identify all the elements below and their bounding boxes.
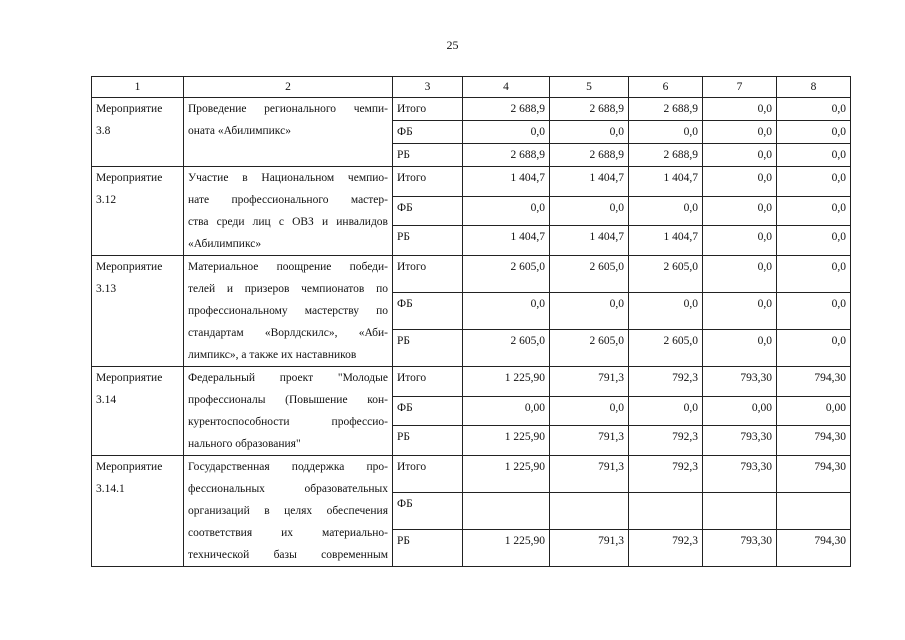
header-row (92, 77, 851, 98)
description-line: ства среди лиц с ОВЗ и инвалидов (188, 216, 388, 228)
value-cell: 0,0 (550, 121, 629, 144)
value-cell: 0,0 (703, 167, 777, 197)
value-cell: 1 404,7 (629, 226, 703, 256)
value-cell: 791,3 (550, 530, 629, 567)
value-cell: 791,3 (550, 456, 629, 493)
event-id-cell (92, 456, 184, 567)
event-id-cell (92, 98, 184, 167)
value-cell: 0,0 (777, 256, 851, 293)
funding-source-cell: ФБ (393, 121, 463, 144)
column-header: 6 (629, 77, 703, 98)
event-description-cell (184, 456, 393, 567)
value-cell: 0,0 (777, 167, 851, 197)
value-cell: 1 225,90 (463, 367, 550, 397)
table-row (92, 167, 851, 197)
value-cell: 0,0 (703, 256, 777, 293)
value-cell: 1 404,7 (463, 226, 550, 256)
value-cell: 0,0 (777, 330, 851, 367)
event-description-cell (184, 367, 393, 456)
value-cell: 0,0 (777, 226, 851, 256)
value-cell (629, 493, 703, 530)
event-id-line: Мероприятие (96, 261, 163, 273)
value-cell: 794,30 (777, 456, 851, 493)
funding-source-cell: Итого (393, 367, 463, 397)
description-line: профессионалы (Повышение кон- (188, 394, 388, 406)
description-line: профессиональному мастерству по (188, 305, 388, 317)
value-cell: 792,3 (629, 426, 703, 456)
value-cell: 0,0 (463, 293, 550, 330)
funding-source-cell: Итого (393, 167, 463, 197)
value-cell: 2 688,9 (550, 144, 629, 167)
value-cell: 792,3 (629, 456, 703, 493)
value-cell: 0,0 (463, 196, 550, 226)
funding-source-cell: РБ (393, 144, 463, 167)
value-cell: 794,30 (777, 367, 851, 397)
description-line: оната «Абилимпикс» (188, 125, 291, 137)
value-cell: 792,3 (629, 367, 703, 397)
value-cell: 0,0 (463, 121, 550, 144)
event-id-cell (92, 256, 184, 367)
value-cell: 0,00 (703, 396, 777, 426)
table-row (92, 98, 851, 121)
column-header: 2 (184, 77, 393, 98)
value-cell: 793,30 (703, 367, 777, 397)
value-cell: 791,3 (550, 367, 629, 397)
column-header: 3 (393, 77, 463, 98)
column-header: 8 (777, 77, 851, 98)
value-cell: 2 688,9 (463, 144, 550, 167)
description-line: лимпикс», а также их наставников (188, 349, 357, 361)
event-id-line: Мероприятие (96, 461, 163, 473)
value-cell: 0,0 (777, 121, 851, 144)
value-cell: 0,0 (703, 196, 777, 226)
description-line: курентоспособности профессио- (188, 416, 388, 428)
value-cell: 1 404,7 (629, 167, 703, 197)
event-id-line: Мероприятие (96, 103, 163, 115)
event-id-line: 3.8 (96, 125, 111, 137)
column-header: 4 (463, 77, 550, 98)
description-line: стандартам «Ворлдскилс», «Аби- (188, 327, 388, 339)
description-line: соответствия их материально- (188, 527, 388, 539)
value-cell: 792,3 (629, 530, 703, 567)
description-line: нате профессионального мастер- (188, 194, 388, 206)
funding-source-cell: Итого (393, 98, 463, 121)
value-cell: 0,0 (550, 396, 629, 426)
event-description-cell (184, 167, 393, 256)
funding-source-cell: РБ (393, 226, 463, 256)
funding-source-cell: ФБ (393, 293, 463, 330)
page-number: 25 (446, 38, 459, 52)
value-cell: 2 688,9 (629, 144, 703, 167)
event-id-cell (92, 167, 184, 256)
value-cell: 0,0 (777, 196, 851, 226)
value-cell: 0,0 (703, 293, 777, 330)
value-cell: 791,3 (550, 426, 629, 456)
value-cell: 1 225,90 (463, 426, 550, 456)
funding-source-cell: ФБ (393, 493, 463, 530)
value-cell: 0,0 (703, 98, 777, 121)
value-cell: 1 404,7 (463, 167, 550, 197)
value-cell: 0,0 (550, 196, 629, 226)
value-cell: 2 605,0 (463, 330, 550, 367)
description-line: технической базы современным (188, 549, 388, 561)
value-cell: 0,0 (777, 144, 851, 167)
description-line: нального образования" (188, 438, 301, 450)
description-line: Участие в Национальном чемпио- (188, 172, 388, 184)
column-header: 1 (92, 77, 184, 98)
value-cell: 1 225,90 (463, 530, 550, 567)
description-line: телей и призеров чемпионатов по (188, 283, 388, 295)
value-cell: 2 688,9 (550, 98, 629, 121)
value-cell: 2 605,0 (550, 256, 629, 293)
value-cell: 1 225,90 (463, 456, 550, 493)
value-cell (703, 493, 777, 530)
event-id-line: 3.13 (96, 283, 117, 295)
description-line: Материальное поощрение победи- (188, 261, 388, 273)
funding-source-cell: РБ (393, 330, 463, 367)
value-cell: 793,30 (703, 456, 777, 493)
value-cell: 793,30 (703, 426, 777, 456)
value-cell: 794,30 (777, 530, 851, 567)
column-header: 5 (550, 77, 629, 98)
event-description-cell (184, 256, 393, 367)
value-cell: 2 605,0 (550, 330, 629, 367)
description-line: «Абилимпикс» (188, 238, 262, 250)
value-cell: 794,30 (777, 426, 851, 456)
description-line: организаций в целях обеспечения (188, 505, 388, 517)
value-cell: 0,00 (777, 396, 851, 426)
value-cell: 0,0 (703, 330, 777, 367)
description-line: Федеральный проект "Молодые (188, 372, 388, 384)
event-id-line: 3.14.1 (96, 483, 125, 495)
table-row (92, 256, 851, 293)
table-row (92, 456, 851, 493)
funding-source-cell: РБ (393, 426, 463, 456)
value-cell: 2 688,9 (629, 98, 703, 121)
value-cell: 2 605,0 (629, 330, 703, 367)
event-id-cell (92, 367, 184, 456)
value-cell: 0,00 (463, 396, 550, 426)
description-line: фессиональных образовательных (188, 483, 388, 495)
funding-source-cell: ФБ (393, 396, 463, 426)
funding-source-cell: ФБ (393, 196, 463, 226)
funding-source-cell: Итого (393, 256, 463, 293)
description-line: Государственная поддержка про- (188, 461, 388, 473)
value-cell: 0,0 (629, 293, 703, 330)
funding-table (91, 76, 851, 567)
value-cell: 2 605,0 (463, 256, 550, 293)
value-cell: 0,0 (629, 121, 703, 144)
value-cell: 0,0 (550, 293, 629, 330)
event-id-line: Мероприятие (96, 172, 163, 184)
table-row (92, 367, 851, 397)
value-cell (777, 493, 851, 530)
value-cell: 0,0 (703, 144, 777, 167)
description-line: Проведение регионального чемпи- (188, 103, 388, 115)
value-cell (463, 493, 550, 530)
value-cell: 0,0 (777, 98, 851, 121)
value-cell: 2 688,9 (463, 98, 550, 121)
value-cell: 793,30 (703, 530, 777, 567)
value-cell: 0,0 (629, 196, 703, 226)
value-cell (550, 493, 629, 530)
event-description-cell (184, 98, 393, 167)
value-cell: 2 605,0 (629, 256, 703, 293)
event-id-line: Мероприятие (96, 372, 163, 384)
funding-source-cell: РБ (393, 530, 463, 567)
funding-source-cell: Итого (393, 456, 463, 493)
column-header: 7 (703, 77, 777, 98)
value-cell: 0,0 (777, 293, 851, 330)
value-cell: 0,0 (703, 121, 777, 144)
value-cell: 0,0 (703, 226, 777, 256)
event-id-line: 3.14 (96, 394, 117, 406)
value-cell: 0,0 (629, 396, 703, 426)
value-cell: 1 404,7 (550, 167, 629, 197)
event-id-line: 3.12 (96, 194, 117, 206)
value-cell: 1 404,7 (550, 226, 629, 256)
